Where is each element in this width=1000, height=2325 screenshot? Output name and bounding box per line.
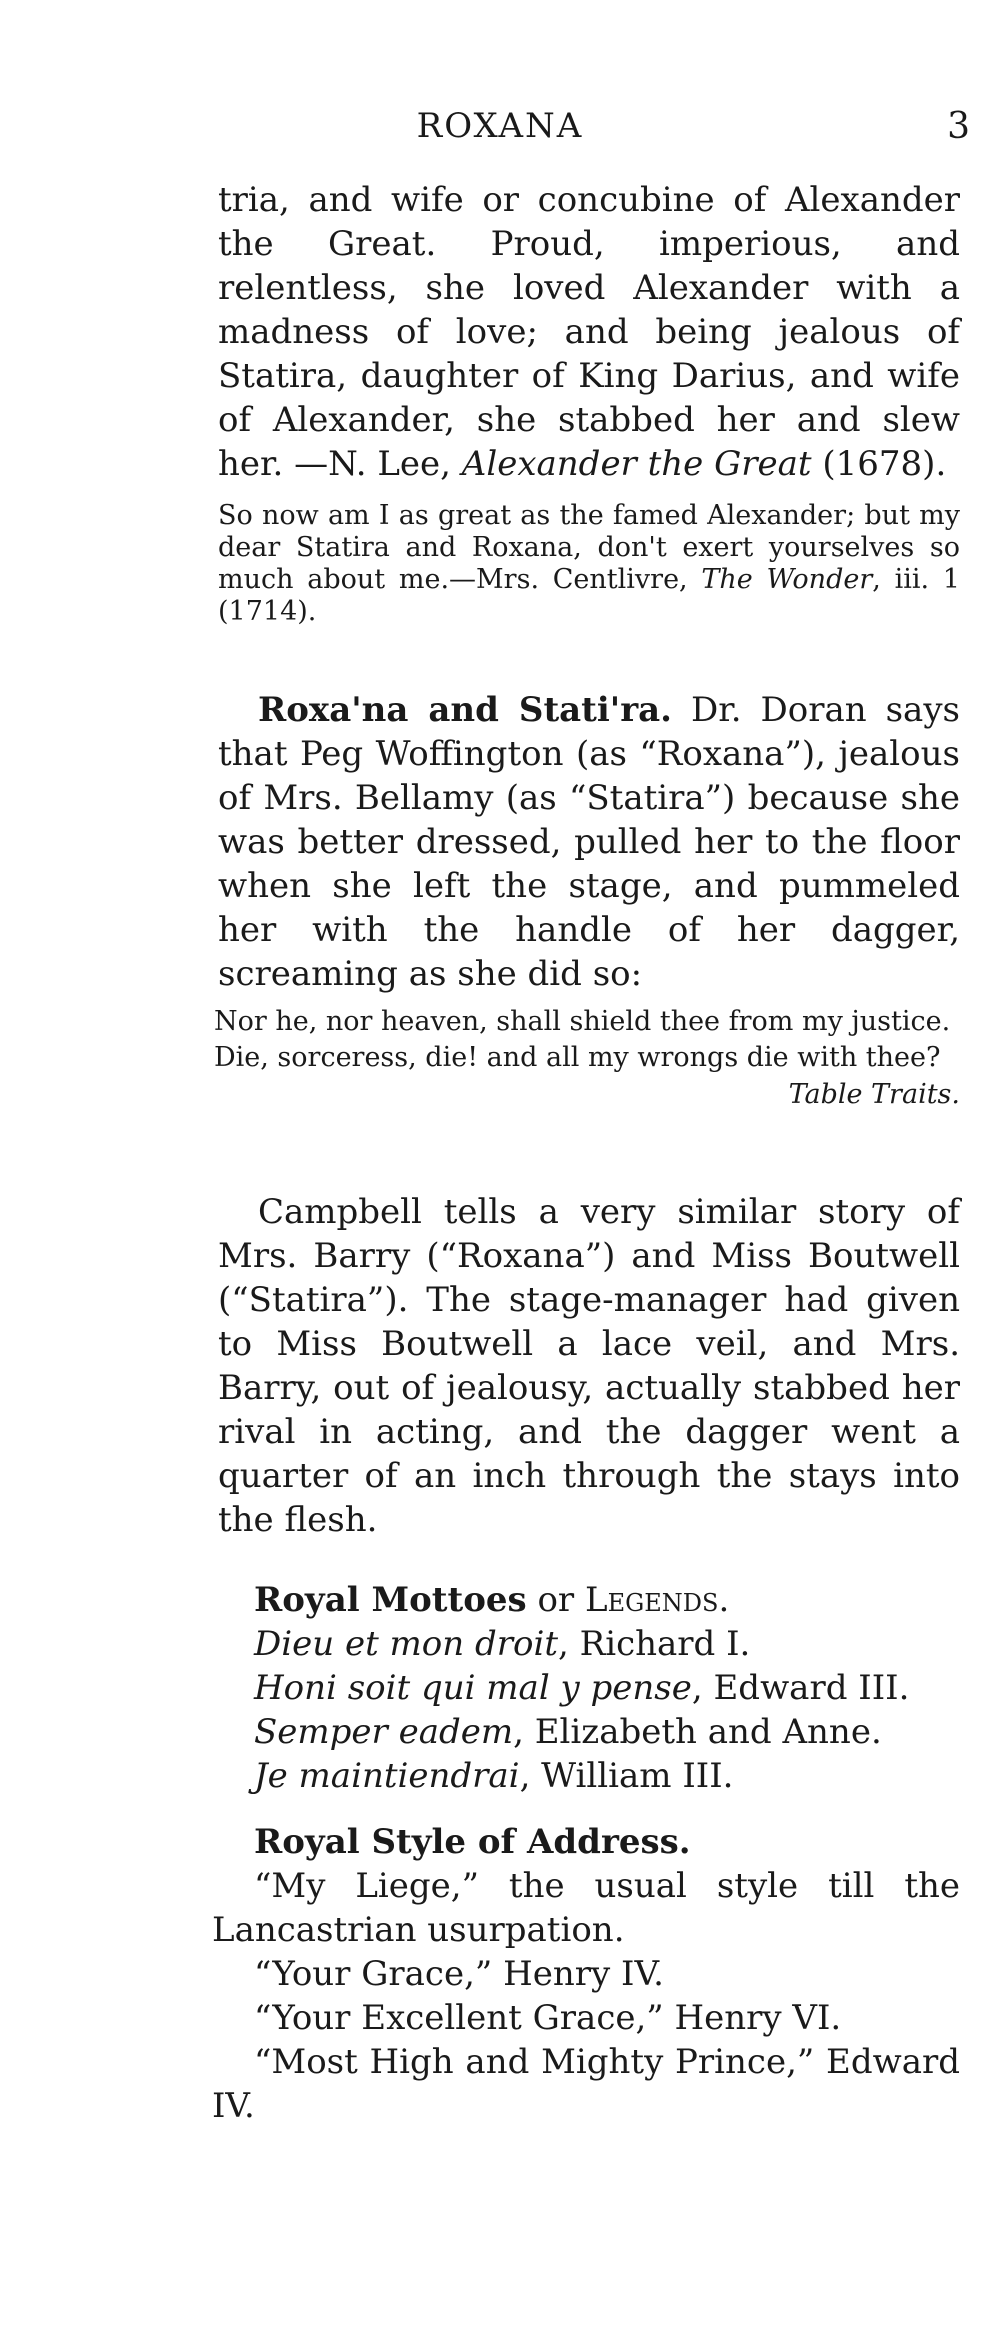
roxana-paragraph: tria, and wife or concubine of Alexander the Great. Proud, imperious, and relentless, she loved Alexander with a madness of love; and being jealous of Statira, daughter of King Darius, and wife of Alexander, she stabbed her and slew her. —N. Lee, Alexander the Great (1678). bbox=[218, 180, 960, 484]
royal-style-line: “Most High and Mighty Prince,” Edward IV. bbox=[212, 2042, 960, 2126]
page-number: 3 bbox=[947, 106, 970, 147]
royal-style-line: “Your Grace,” Henry IV. bbox=[254, 1954, 664, 1994]
campbell-paragraph-block bbox=[218, 1190, 960, 1542]
verse-line-1: Nor he, nor heaven, shall shield thee from my justice. bbox=[214, 1006, 951, 1037]
verse-quote bbox=[214, 1005, 960, 1110]
entry-heading-roxana-statira: Roxa'na and Stati'ra. bbox=[258, 690, 672, 730]
royal-style-line: “My Liege,” the usual style till the Lancastrian usurpation. bbox=[212, 1866, 960, 1950]
motto-item: Je maintiendrai, William III. bbox=[254, 1756, 734, 1796]
motto-item: Semper eadem, Elizabeth and Anne. bbox=[254, 1712, 882, 1752]
entry-roxana-continued bbox=[218, 178, 960, 486]
statira-paragraph: Roxa'na and Stati'ra. Dr. Doran says that Peg Woffington (as “Roxana”), jealous of Mrs. Bellamy (as “Statira”) because she was better dressed, pulled her to the floor when she left the stage, and pummeled her with the handle of her dagger, screaming as she did so: bbox=[218, 690, 960, 994]
running-title: ROXANA bbox=[416, 106, 584, 146]
running-head bbox=[0, 106, 1000, 156]
royal-style-line: “Your Excellent Grace,” Henry VI. bbox=[254, 1998, 842, 2038]
verse-source: Table Traits. bbox=[788, 1079, 960, 1110]
work-title: Alexander the Great bbox=[461, 444, 812, 484]
verse-line-2: Die, sorceress, die! and all my wrongs die with thee? bbox=[214, 1042, 941, 1073]
entry-roxana-statira bbox=[218, 688, 960, 996]
royal-style-heading: Royal Style of Address. bbox=[254, 1822, 691, 1862]
motto-item: Dieu et mon droit, Richard I. bbox=[254, 1624, 751, 1664]
entry-royal-mottoes bbox=[254, 1578, 960, 1798]
centlivre-quote-text: So now am I as great as the famed Alexander; but my dear Statira and Roxana, don't exert yourselves so much about me.—Mrs. Centlivre, The Wonder, iii. 1 (1714). bbox=[218, 500, 960, 627]
quote-work-title: The Wonder bbox=[701, 564, 873, 595]
entry-royal-style bbox=[212, 1820, 960, 2128]
centlivre-quote bbox=[218, 500, 960, 628]
campbell-paragraph: Campbell tells a very similar story of Mrs. Barry (“Roxana”) and Miss Boutwell (“Statira”). The stage-manager had given to Miss Boutwell a lace veil, and Mrs. Barry, out of jealousy, actually stabbed her rival in acting, and the dagger went a quarter of an inch through the stays into the flesh. bbox=[218, 1192, 960, 1540]
motto-item: Honi soit qui mal y pense, Edward III. bbox=[254, 1668, 910, 1708]
mottoes-heading: Royal Mottoes or Legends. bbox=[254, 1580, 730, 1620]
